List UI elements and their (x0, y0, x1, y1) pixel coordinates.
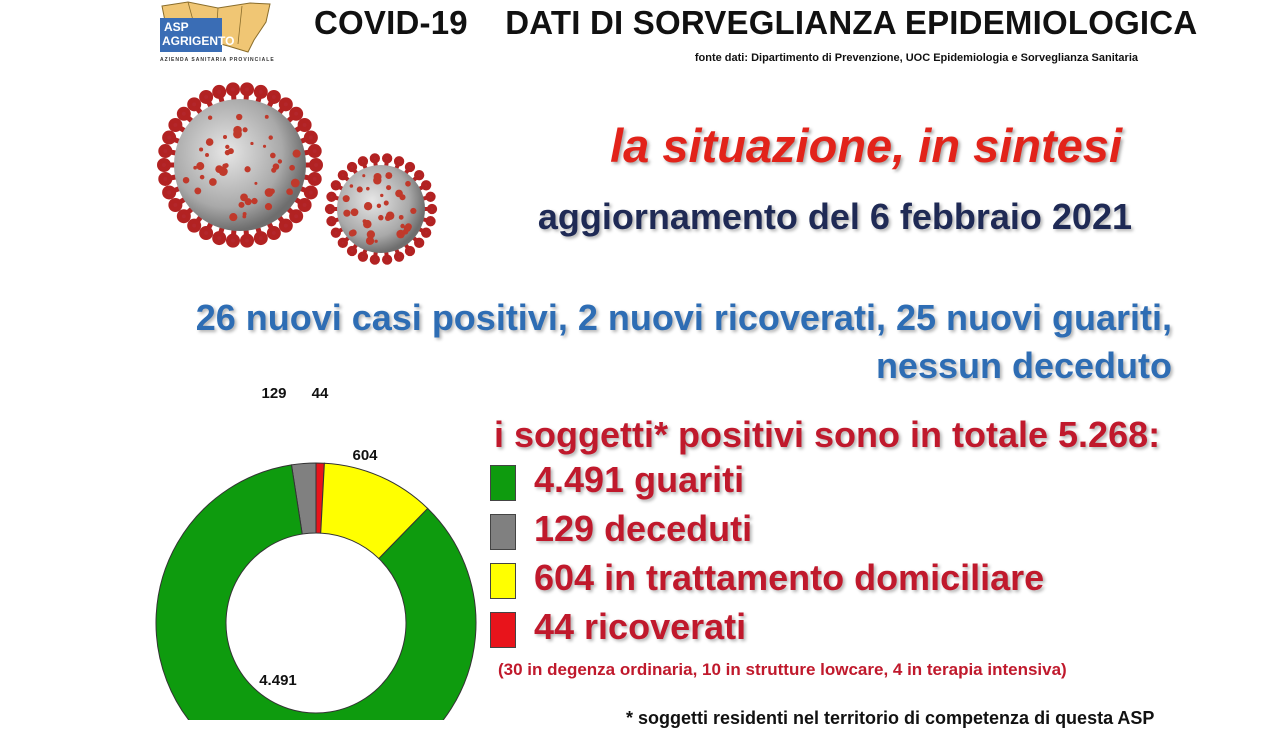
legend-swatch-domiciliare (490, 563, 516, 599)
daily-news (172, 294, 1172, 390)
footnote: * soggetti residenti nel territorio di competenza di questa ASP (626, 708, 1155, 728)
coronavirus-large-icon (152, 80, 328, 250)
coronavirus-small-icon (322, 152, 440, 266)
data-label-ricoverati: 44 (311, 385, 329, 402)
hospital-detail: (30 in degenza ordinaria, 10 in strutture lowcare, 4 in terapia intensiva) (498, 660, 1067, 679)
page-title: COVID-19 DATI DI SORVEGLIANZA EPIDEMIOLOGICA (314, 4, 1198, 41)
legend-label-ricoverati: 44 ricoverati (534, 606, 747, 647)
headline: la situazione, in sintesi (610, 119, 1122, 172)
logo-subtitle: AZIENDA SANITARIA PROVINCIALE (160, 57, 275, 63)
logo-line2: AGRIGENTO (162, 34, 235, 48)
total-positive: i soggetti* positivi sono in totale 5.268: (494, 414, 1161, 455)
legend-swatch-guariti (490, 465, 516, 501)
data-label-guariti: 4.491 (259, 672, 297, 689)
data-label-deceduti: 129 (261, 385, 287, 402)
asp-agrigento-logo (158, 0, 276, 64)
legend-label-guariti: 4.491 guariti (534, 459, 745, 500)
update-date: aggiornamento del 6 febbraio 2021 (537, 196, 1132, 237)
legend-swatch-deceduti (490, 514, 516, 550)
daily-news-line2: nessun deceduto (875, 345, 1172, 386)
data-label-domiciliare: 604 (352, 447, 378, 464)
cases-donut-chart (150, 378, 490, 720)
logo-line1: ASP (164, 20, 189, 34)
legend-label-deceduti: 129 deceduti (534, 508, 753, 549)
data-source-note: fonte dati: Dipartimento di Prevenzione, UOC Epidemiologia e Sorveglianza Sanitaria (694, 52, 1138, 64)
legend-swatch-ricoverati (490, 612, 516, 648)
legend-label-domiciliare: 604 in trattamento domiciliare (534, 557, 1045, 598)
daily-news-line1: 26 nuovi casi positivi, 2 nuovi ricoverati, 25 nuovi guariti, (195, 297, 1172, 338)
